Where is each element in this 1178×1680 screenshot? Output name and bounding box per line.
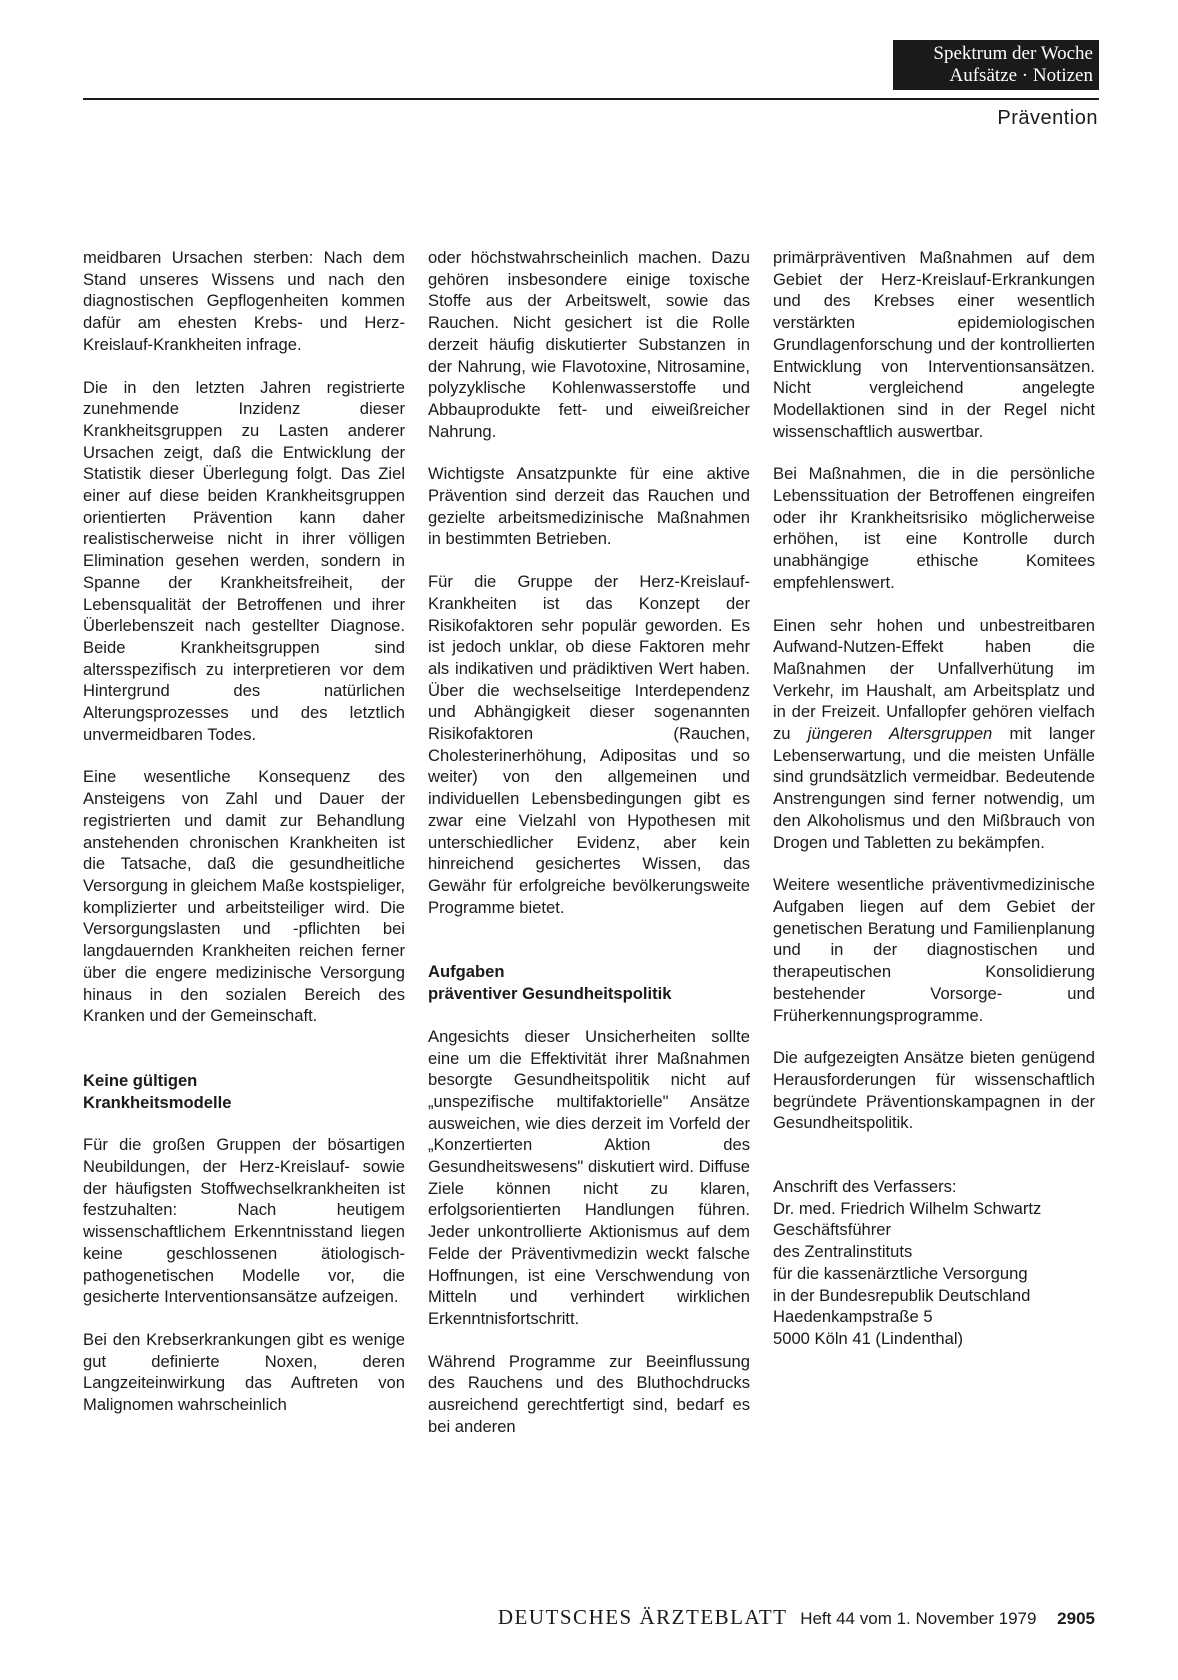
subheading xyxy=(428,961,750,1004)
text-column-3 xyxy=(773,247,1095,1350)
paragraph: oder höchstwahrscheinlich machen. Dazu gehören insbesondere einige toxische Stoffe aus der Arbeitswelt, sowie das Rauchen. Nicht gesichert ist die Rolle derzeit häufig diskutierter Substanzen in der Nahrung, wie Flavotoxine, Nitrosamine, polyzyklische Kohlenwasserstoffe und Abbauprodukte fett- und eiweißreicher Nahrung. xyxy=(428,248,750,441)
badge-line-2: Aufsätze · Notizen xyxy=(949,65,1093,86)
paragraph xyxy=(773,615,1095,854)
address-line: für die kassenärztliche Versorgung xyxy=(773,1263,1028,1283)
paragraph: meidbaren Ursachen sterben: Nach dem Stand unseres Wissens und nach den diagnostischen Gepflogenheiten kommen dafür am ehesten Krebs- und Herz-Kreislauf-Krankheiten infrage. xyxy=(83,248,405,354)
address-line: des Zentralinstituts xyxy=(773,1242,913,1262)
paragraph: Bei Maßnahmen, die in die persönliche Lebenssituation der Betroffenen eingreifen oder ihr Krankheitsrisiko möglicherweise erhöhen, ist eine Kontrolle durch unabhängige ethische Komitees empfehlenswert. xyxy=(773,464,1095,592)
text-column-1 xyxy=(83,247,405,1437)
paragraph: Wichtigste Ansatzpunkte für eine aktive Prävention sind derzeit das Rauchen und gezielte arbeitsmedizinische Maßnahmen in bestimmten Betrieben. xyxy=(428,464,750,549)
subheading xyxy=(83,1070,405,1113)
text-column-2 xyxy=(428,247,750,1458)
subheading-line-1: Keine gültigen xyxy=(83,1070,198,1090)
subheading-line-2: Krankheitsmodelle xyxy=(83,1092,232,1112)
paragraph: Die aufgezeigten Ansätze bieten genügend Herausforderungen für wissenschaftlich begründete Präventionskampagnen in der Gesundheitspolitik. xyxy=(773,1048,1095,1133)
header-rule xyxy=(83,98,1099,100)
paragraph: Die in den letzten Jahren registrierte zunehmende Inzidenz dieser Krankheitsgruppen zu Lasten anderer Ursachen zeigt, daß die Entwicklung der Statistik dieser Überlegung folgt. Das Ziel einer auf diese beiden Krankheitsgruppen orientierten Prävention kann daher realistischerweise nicht in ihrer völligen Elimination gesehen werden, sondern in Spanne der Krankheitsfreiheit, der Lebensqualität der Betroffenen und ihrer Überlebenszeit nach gestellter Diagnose. Beide Krankheitsgruppen sind altersspezifisch zu interpretieren vor dem Hintergrund des natürlichen Alterungsprozesses und des letztlich unvermeidbaren Todes. xyxy=(83,377,405,744)
issue-info: Heft 44 vom 1. November 1979 xyxy=(800,1609,1037,1628)
paragraph: Für die Gruppe der Herz-Kreislauf-Krankheiten ist das Konzept der Risikofaktoren sehr populär geworden. Es ist jedoch unklar, ob diese Faktoren mehr als indikativen und prädiktiven Wert haben. Über die wechselseitige Interdependenz und Abhängigkeit dieser sogenannten Risikofaktoren (Rauchen, Cholesterinerhöhung, Adipositas und so weiter) von den allgemeinen und individuellen Lebensbedingungen gibt es zwar eine Vielzahl von Hypothesen mit unterschiedlicher Evidenz, aber kein hinreichend gesichertes Wissen, das Gewähr für erfolgreiche bevölkerungsweite Programme bietet. xyxy=(428,572,750,917)
paragraph-text: mit langer Lebenserwartung, und die meisten Unfälle sind grundsätzlich vermeidbar. Bedeutende Anstrengungen sind ferner notwendig, um den Alkoholismus und den Mißbrauch von Drogen und Tabletten zu bekämpfen. xyxy=(773,724,1095,852)
paragraph: Eine wesentliche Konsequenz des Ansteigens von Zahl und Dauer der registrierten und damit zur Behandlung anstehenden chronischen Krankheiten ist die Tatsache, daß die gesundheitliche Versorgung in gleichem Maße kostspieliger, komplizierter und arbeitsteiliger wird. Die Versorgungslasten und -pflichten bei langdauernden Krankheiten reichen ferner über die engere medizinische Versorgung hinaus in den sozialen Bereich des Kranken und der Gemeinschaft. xyxy=(83,767,405,1026)
badge-line-1: Spektrum der Woche xyxy=(933,43,1093,64)
address-line: Geschäftsführer xyxy=(773,1220,892,1240)
paragraph: Während Programme zur Beeinflussung des Rauchens und des Bluthochdrucks ausreichend gerechtfertigt sind, bedarf es bei anderen xyxy=(428,1351,750,1436)
journal-name: DEUTSCHES ÄRZTEBLATT xyxy=(497,1605,788,1629)
subheading-line-1: Aufgaben xyxy=(428,962,505,982)
address-line: in der Bundesrepublik Deutschland xyxy=(773,1285,1031,1305)
section-title: Prävention xyxy=(997,107,1098,129)
page-footer xyxy=(498,1605,1095,1630)
paragraph-text: Einen sehr hohen und unbestreitbaren Aufwand-Nutzen-Effekt haben die Maßnahmen der Unfallverhütung im Verkehr, im Haushalt, am Arbeitsplatz und in der Freizeit. Unfallopfer gehören vielfach zu xyxy=(773,615,1095,744)
address-line: Dr. med. Friedrich Wilhelm Schwartz xyxy=(773,1198,1042,1218)
journal-section-badge xyxy=(893,40,1099,90)
paragraph: primärpräventiven Maßnahmen auf dem Gebiet der Herz-Kreislauf-Erkrankungen und des Krebses einer wesentlich verstärkten epidemiologischen Grundlagenforschung und der kontrollierten Entwicklung von Interventionsansätzen. Nicht vergleichend angelegte Modellaktionen sind in der Regel nicht wissenschaftlich auswertbar. xyxy=(773,248,1095,441)
paragraph: Weitere wesentliche präventivmedizinische Aufgaben liegen auf dem Gebiet der genetischen Beratung und Familienplanung und in der diagnostischen und therapeutischen Konsolidierung bestehender Vorsorge- und Früherkennungsprogramme. xyxy=(773,875,1095,1025)
emphasized-text: jüngeren Altersgruppen xyxy=(807,724,993,744)
address-line: 5000 Köln 41 (Lindenthal) xyxy=(773,1328,964,1348)
address-line: Haedenkampstraße 5 xyxy=(773,1307,933,1327)
author-address xyxy=(773,1176,1095,1350)
page-number: 2905 xyxy=(1057,1609,1095,1628)
address-line: Anschrift des Verfassers: xyxy=(773,1177,957,1197)
paragraph: Für die großen Gruppen der bösartigen Neubildungen, der Herz-Kreislauf- sowie der häufigsten Stoffwechselkrankheiten ist festzuhalten: Nach heutigem wissenschaftlichem Erkenntnisstand liegen keine geschlossenen ätiologisch-pathogenetischen Modelle vor, die gesicherte Interventionsansätze aufzeigen. xyxy=(83,1135,405,1307)
paragraph: Angesichts dieser Unsicherheiten sollte eine um die Effektivität ihrer Maßnahmen besorgte Gesundheitspolitik nicht auf „unspezifische multifaktorielle" Ansätze ausweichen, wie dies derzeit im Vorfeld der „Konzertierten Aktion des Gesundheitswesens" diskutiert wird. Diffuse Ziele können nicht zu klaren, erfolgsorientierten Handlungen führen. Jeder unkontrollierte Aktionismus auf dem Felde der Präventivmedizin weckt falsche Hoffnungen, ist eine Verschwendung von Mitteln und verhindert wirklichen Erkenntnisfortschritt. xyxy=(428,1026,750,1328)
subheading-line-2: präventiver Gesundheitspolitik xyxy=(428,984,672,1004)
paragraph: Bei den Krebserkrankungen gibt es wenige gut definierte Noxen, deren Langzeiteinwirkung das Auftreten von Malignomen wahrscheinlich xyxy=(83,1329,405,1415)
